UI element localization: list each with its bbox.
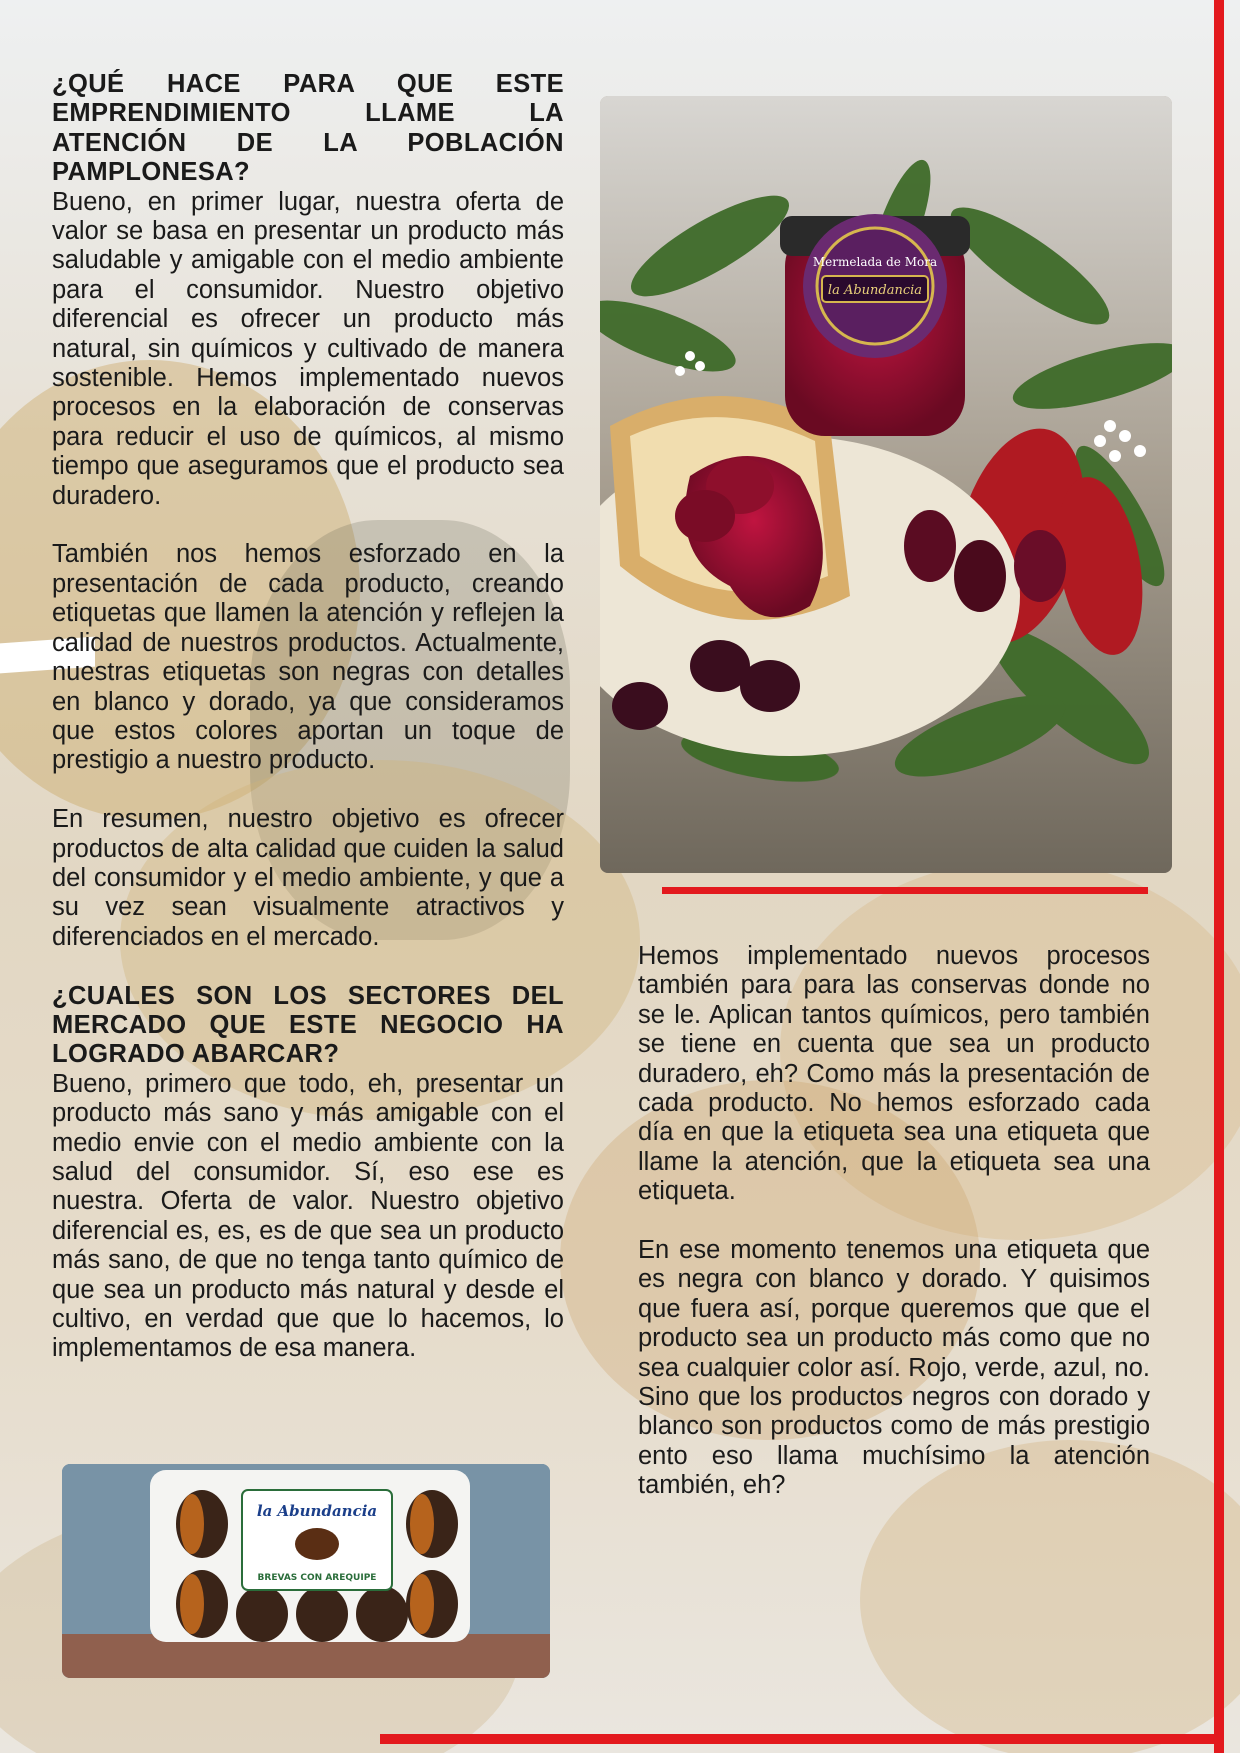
section2-heading: ¿CUALES SON LOS SECTORES DEL MERCADO QUE ESTE NEGOCIO HA LOGRADO ABARCAR?: [52, 981, 564, 1069]
jam-photo: [600, 96, 1172, 873]
red-border-bottom: [380, 1734, 1224, 1744]
right-paragraph: En ese momento tenemos una etiqueta que es negra con blanco y dorado. Y quisimos que fuera así, porque queremos que que el producto sea un producto más como que no sea cualquier color así. Rojo, verde, azul, no. Sino que los productos negros con dorado y blanco son productos como de más prestigio ento eso llama muchísimo la atención también, eh?: [638, 1236, 1150, 1500]
left-column: [52, 70, 564, 1364]
right-paragraph: Hemos implementado nuevos procesos también para para las conservas donde no se le. Aplican tantos químicos, pero también se tiene en cuenta que sea un producto duradero, eh? Como más la presentación de cada producto. No hemos esforzado cada día en que la etiqueta sea una etiqueta que llame la atención, que la etiqueta sea una etiqueta.: [638, 942, 1150, 1206]
red-divider-line: [662, 887, 1148, 894]
product-tray-photo: [62, 1464, 550, 1678]
jar-brand-text: la Abundancia: [827, 283, 923, 298]
section1-paragraph: En resumen, nuestro objetivo es ofrecer productos de alta calidad que cuiden la salud del consumidor y el medio ambiente, y que a su vez sean visualmente atractivos y diferenciados en el mercado.: [52, 805, 564, 951]
right-column: [638, 942, 1150, 1501]
section2-paragraph: Bueno, primero que todo, eh, presentar un producto más sano y más amigable con el medio envie con el medio ambiente con la salud del consumidor. Sí, eso ese es nuestra. Oferta de valor. Nuestro objetivo diferencial es, es, es de que sea un producto más sano, de que no tenga tanto químico de que sea un producto más natural y desde el cultivo, en verdad que que lo hacemos, lo implementamos de esa manera.: [52, 1069, 564, 1363]
section1-heading: ¿QUÉ HACE PARA QUE ESTE EMPRENDIMIENTO LLAME LA ATENCIÓN DE LA POBLACIÓN PAMPLONESA?: [52, 70, 564, 187]
section1-paragraph: Bueno, en primer lugar, nuestra oferta de valor se basa en presentar un producto más saludable y amigable con el medio ambiente para el consumidor. Nuestro objetivo diferencial es ofrecer un producto más natural, sin químicos y cultivado de manera sostenible. Hemos implementado nuevos procesos en la elaboración de conservas para reducir el uso de químicos, al mismo tiempo que aseguramos que el producto sea duradero.: [52, 187, 564, 510]
red-border-right: [1214, 0, 1224, 1753]
tray-product-text: BREVAS CON AREQUIPE: [257, 1573, 377, 1583]
jar-label-text: Mermelada de Mora: [812, 255, 938, 269]
tray-brand-text: la Abundancia: [256, 1502, 378, 1520]
section1-paragraph: También nos hemos esforzado en la presentación de cada producto, creando etiquetas que llamen la atención y reflejen la calidad de nuestros productos. Actualmente, nuestras etiquetas son negras con detalles en blanco y dorado, ya que consideramos que estos colores aportan un toque de prestigio a nuestro producto.: [52, 540, 564, 775]
